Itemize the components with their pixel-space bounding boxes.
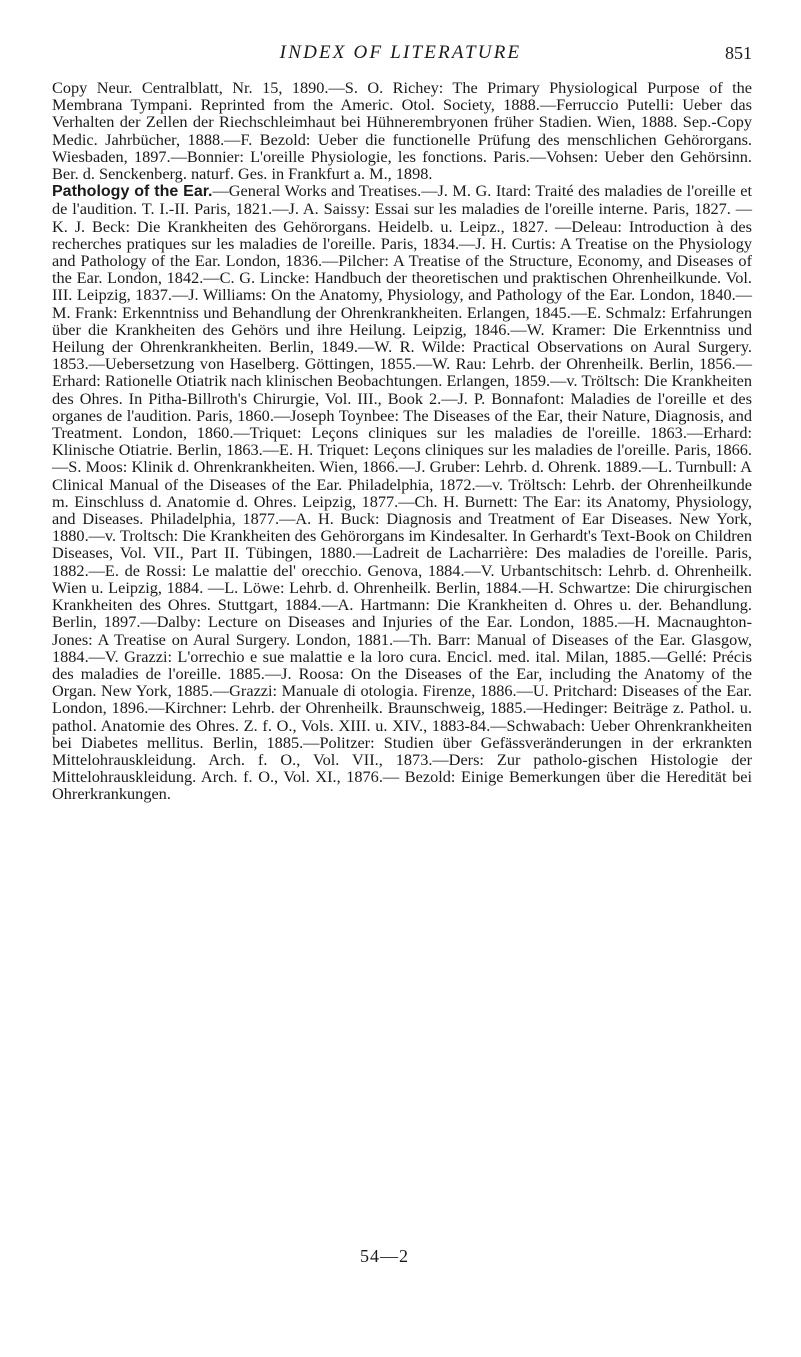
intro-paragraph: Copy Neur. Centralblatt, Nr. 15, 1890.—S. O. Richey: The Primary Physiological Purpose of the Membrana Tympani. Reprinted from the Americ. Otol. Society, 1888.—Ferruccio Putelli: Ueber das Verhalten der Zellen der Riechschleimhaut bei Hühnerembryonen früher Stadien. Wien, 1888. Sep.-Copy Medic. Jahrbücher, 1888.—F. Bezold: Ueber die functionelle Prüfung des menschlichen Gehörorgans. Wiesbaden, 1897.—Bonnier: L'oreille Physiologie, les fonctions. Paris.—Vohsen: Ueber den Gehörsinn. Ber. d. Senckenberg. naturf. Ges. in Frankfurt a. M., 1898. — [52, 78, 752, 184]
printer-signature: 54—2 — [360, 1246, 409, 1266]
section-heading: Pathology of the Ear. — [52, 183, 213, 201]
page-body — [52, 79, 752, 803]
page-number: 851 — [725, 43, 752, 63]
page-header — [0, 42, 801, 72]
section-text: —General Works and Treatises.—J. M. G. Itard: Traité des maladies de l'oreille et de l'audition. T. I.-II. Paris, 1821.—J. A. Saissy: Essai sur les maladies de l'oreille interne. Paris, 1827. —K. J. Beck: Die Krankheiten des Gehörorgans. Heidelb. u. Leipz., 1827. —Deleau: Introduction à des recherches pratiques sur les maladies de l'oreille. Paris, 1834.—J. H. Curtis: A Treatise on the Physiology and Pathology of the Ear. London, 1836.—Pilcher: A Treatise of the Structure, Economy, and Diseases of the Ear. London, 1842.—C. G. Lincke: Handbuch der theoretischen und praktischen Ohrenheilkunde. Vol. III. Leipzig, 1837.—J. Williams: On the Anatomy, Physiology, and Pathology of the Ear. London, 1840.—M. Frank: Erkenntniss und Behandlung der Ohrenkrankheiten. Erlangen, 1845.—E. Schmalz: Erfahrungen über die Krankheiten des Gehörs und ihre Heilung. Leipzig, 1846.—W. Kramer: Die Erkenntniss und Heilung der Ohrenkrankheiten. Berlin, 1849.—W. R. Wilde: Practical Observations on Aural Surgery. 1853.—Uebersetzung von Haselberg. Göttingen, 1855.—W. Rau: Lehrb. der Ohrenheilk. Berlin, 1856.—Erhard: Rationelle Otiatrik nach klinischen Beobachtungen. Erlangen, 1859.—v. Tröltsch: Die Krankheiten des Ohres. In Pitha-Billroth's Chirurgie, Vol. III., Book 2.—J. P. Bonnafont: Maladies de l'oreille et des organes de l'audition. Paris, 1860.—Joseph Toynbee: The Diseases of the Ear, their Nature, Diagnosis, and Treatment. London, 1860.—Triquet: Leçons cliniques sur les maladies de l'oreille. 1863.—Erhard: Klinische Otiatrie. Berlin, 1863.—E. H. Triquet: Leçons cliniques sur les maladies de l'oreille. Paris, 1866.—S. Moos: Klinik d. Ohrenkrankheiten. Wien, 1866.—J. Gruber: Lehrb. d. Ohrenk. 1889.—L. Turnbull: A Clinical Manual of the Diseases of the Ear. Philadelphia, 1872.—v. Tröltsch: Lehrb. der Ohrenheilkunde m. Einschluss d. Anatomie d. Ohres. Leipzig, 1877.—Ch. H. Burnett: The Ear: its Anatomy, Physiology, and Diseases. Philadelphia, 1877.—A. H. Buck: Diagnosis and Treatment of Ear Diseases. New York, 1880.—v. Troltsch: Die Krankheiten des Gehörorgans im Kindesalter. In Gerhardt's Text-Book on Children Diseases, Vol. VII., Part II. Tübingen, 1880.—Ladreit de Lacharrière: Des maladies de l'oreille. Paris, 1882.—E. de Rossi: Le malattie del' orecchio. Genova, 1884.—V. Urbantschitsch: Lehrb. d. Ohrenheilk. Wien u. Leipzig, 1884. —L. Löwe: Lehrb. d. Ohrenheilk. Berlin, 1884.—H. Schwartze: Die chirurgischen Krankheiten des Ohres. Stuttgart, 1884.—A. Hartmann: Die Krankheiten d. Ohres u. der. Behandlung. Berlin, 1897.—Dalby: Lecture on Diseases and Injuries of the Ear. London, 1885.—H. Macnaughton-Jones: A Treatise on Aural Surgery. London, 1881.—Th. Barr: Manual of Diseases of the Ear. Glasgow, 1884.—V. Grazzi: L'orrechio e sue malattie e la loro cura. Encicl. med. ital. Milan, 1885.—Gellé: Précis des maladies de l'oreille. 1885.—J. Roosa: On the Diseases of the Ear, including the Anatomy of the Organ. New York, 1885.—Grazzi: Manuale di otologia. Firenze, 1886.—U. Pritchard: Diseases of the Ear. London, 1896.—Kirchner: Lehrb. der Ohrenheilk. Braunschweig, 1885.—Hedinger: Beiträge z. Pathol. u. pathol. Anatomie des Ohres. Z. f. O., Vols. XIII. u. XIV., 1883-84.—Schwabach: Ueber Ohrenkrankheiten bei Diabetes mellitus. Berlin, 1885.—Politzer: Studien über Gefässveränderungen in der erkrankten Mittelohrauskleidung. Arch. f. O., Vol. VII., 1873.—Ders: Zur patholo-gischen Histologie der Mittelohrauskleidung. Arch. f. O., Vol. XI., 1876.— Bezold: Einige Bemerkungen über die Heredität bei Ohrerkrankungen. — [52, 181, 752, 804]
running-title: INDEX OF LITERATURE — [279, 42, 522, 63]
pathology-paragraph — [52, 182, 752, 802]
